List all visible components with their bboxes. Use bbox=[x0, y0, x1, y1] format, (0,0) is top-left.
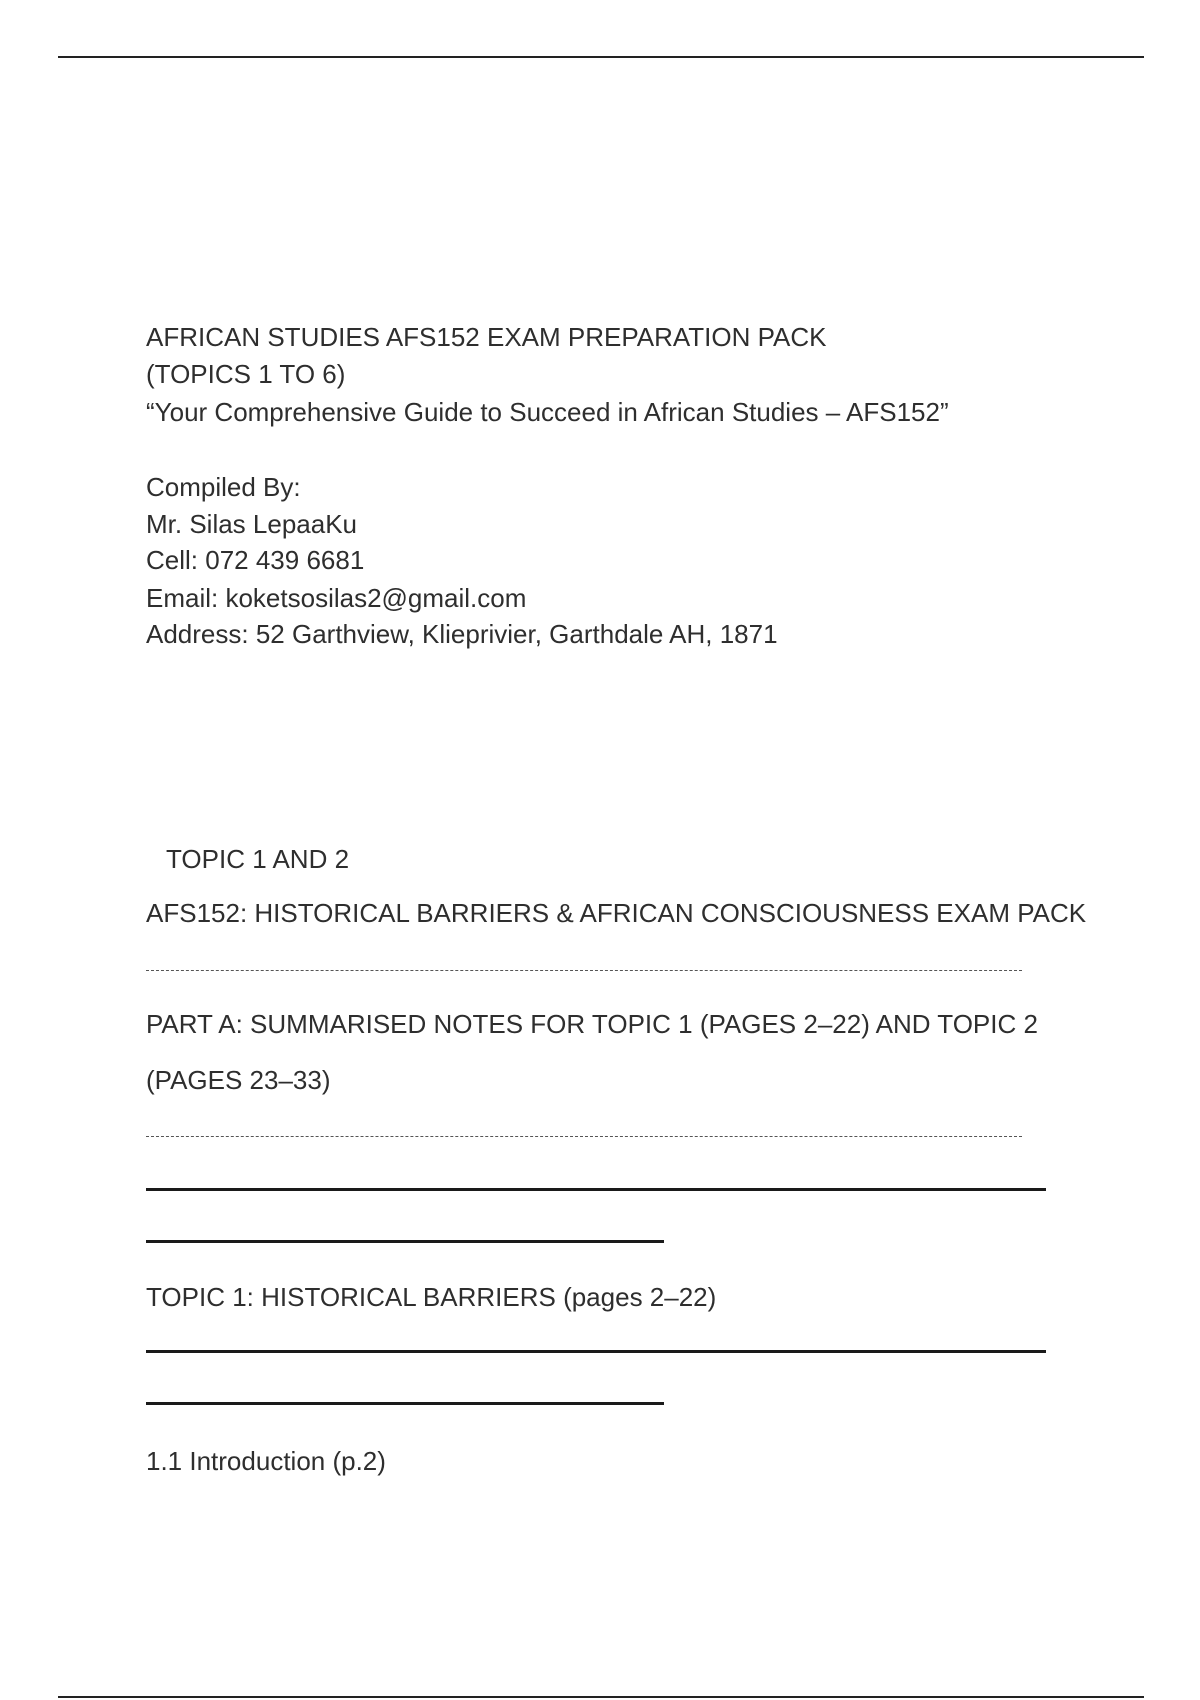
document-subtitle: (TOPICS 1 TO 6) bbox=[146, 359, 346, 389]
header-rule bbox=[58, 56, 1144, 58]
topics-heading: TOPIC 1 AND 2 bbox=[166, 844, 350, 874]
author-cell: Cell: 072 439 6681 bbox=[146, 545, 365, 575]
dashed-separator bbox=[146, 1136, 1022, 1137]
topic1-heading: TOPIC 1: HISTORICAL BARRIERS (pages 2–22) bbox=[146, 1282, 717, 1312]
part-a-heading-continued: (PAGES 23–33) bbox=[146, 1065, 331, 1095]
document-tagline: “Your Comprehensive Guide to Succeed in African Studies – AFS152” bbox=[146, 397, 949, 427]
subsection-heading: 1.1 Introduction (p.2) bbox=[146, 1446, 386, 1476]
author-name: Mr. Silas LepaaKu bbox=[146, 509, 358, 539]
solid-separator bbox=[146, 1402, 664, 1405]
solid-separator bbox=[146, 1240, 664, 1243]
document-title: AFRICAN STUDIES AFS152 EXAM PREPARATION PACK bbox=[146, 322, 827, 352]
footer-rule bbox=[58, 1696, 1144, 1698]
compiled-by-label: Compiled By: bbox=[146, 472, 301, 502]
author-email: Email: koketsosilas2@gmail.com bbox=[146, 583, 527, 613]
solid-separator bbox=[146, 1188, 1046, 1191]
dashed-separator bbox=[146, 970, 1022, 971]
solid-separator bbox=[146, 1350, 1046, 1353]
pack-title: AFS152: HISTORICAL BARRIERS & AFRICAN CONSCIOUSNESS EXAM PACK bbox=[146, 898, 1087, 928]
author-address: Address: 52 Garthview, Klieprivier, Garthdale AH, 1871 bbox=[146, 619, 778, 649]
part-a-heading: PART A: SUMMARISED NOTES FOR TOPIC 1 (PAGES 2–22) AND TOPIC 2 bbox=[146, 1009, 1038, 1039]
